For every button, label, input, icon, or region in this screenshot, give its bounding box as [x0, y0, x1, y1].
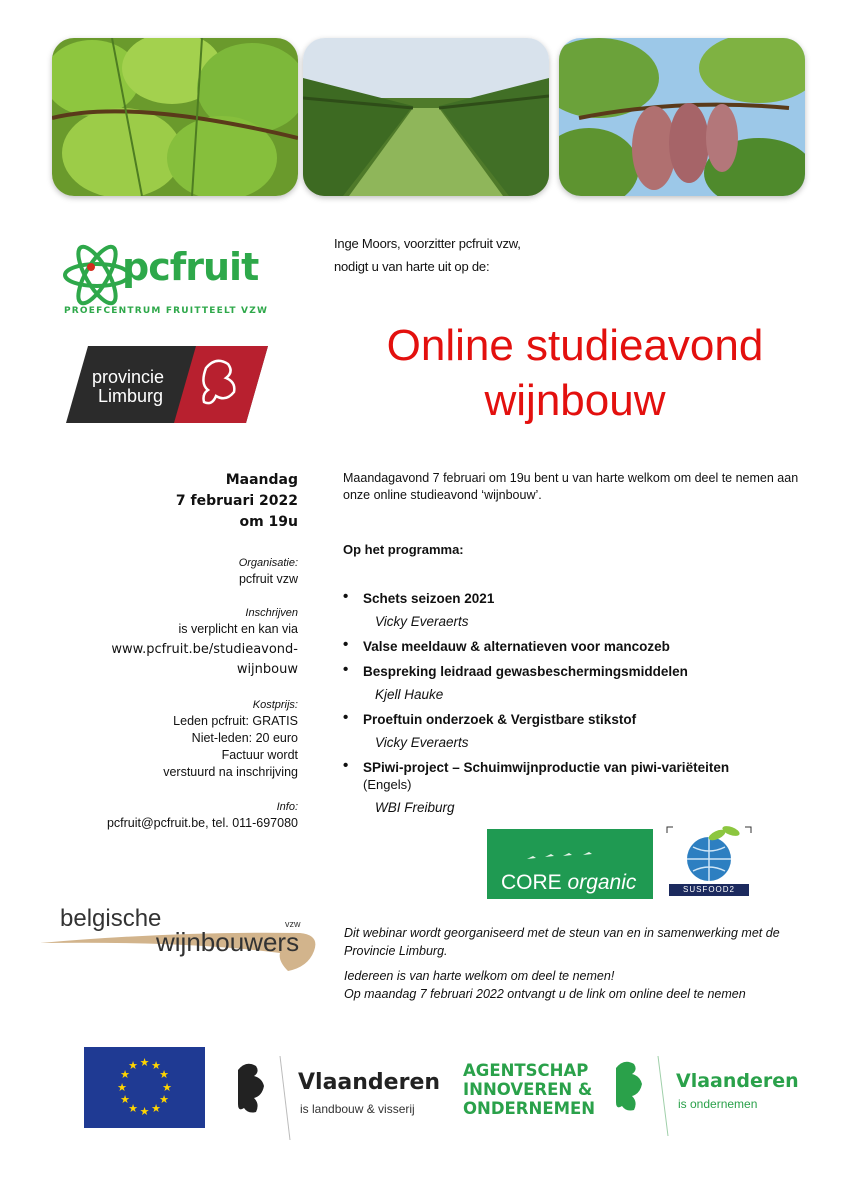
svg-text:★: ★ — [159, 1093, 169, 1106]
svg-text:★: ★ — [159, 1068, 169, 1081]
info-block: Info: pcfruit@pcfruit.be, tel. 011-697080 — [40, 800, 298, 832]
speaker: Vicky Everaerts — [375, 735, 469, 750]
pcfruit-logo: pcfruit PROEFCENTRUM FRUITTEELT VZW — [62, 240, 272, 320]
speaker: Kjell Hauke — [375, 687, 444, 702]
susfood2-logo: SUSFOOD2 — [665, 825, 753, 899]
svg-text:★: ★ — [120, 1068, 130, 1081]
bullet-icon: • — [343, 636, 349, 653]
page-title: Online studieavond wijnbouw — [386, 321, 764, 425]
registration-block: Inschrijven is verplicht en kan via www.pcfruit.be/studieavond- wijnbouw — [40, 606, 298, 680]
event-date: Maandag 7 februari 2022 om 19u — [175, 472, 298, 530]
speaker: WBI Freiburg — [375, 800, 455, 815]
svg-text:★: ★ — [128, 1059, 138, 1072]
svg-text:★: ★ — [139, 1105, 150, 1118]
provincie-limburg-logo: provincie Limburg — [66, 346, 268, 423]
bullet-icon: • — [343, 588, 349, 605]
svg-text:★: ★ — [151, 1059, 161, 1072]
svg-text:★: ★ — [120, 1093, 130, 1106]
svg-text:★: ★ — [139, 1056, 150, 1069]
eu-flag-logo — [84, 1047, 205, 1128]
lion-icon — [232, 1052, 292, 1142]
registration-link-cont[interactable]: wijnbouw — [236, 662, 298, 677]
speaker: Vicky Everaerts — [375, 614, 469, 629]
program-item: • SPiwi-project – Schuimwijnproductie van piwi-variëteiten (Engels) WBI Freiburg — [343, 759, 813, 816]
invitation-text: Inge Moors, voorzitter pcfruit vzw, nodigt u van harte uit op de: — [334, 236, 521, 274]
program-item: • Valse meeldauw & alternatieven voor mancozeb — [343, 636, 670, 654]
program-heading: Op het programma: — [343, 542, 464, 557]
bullet-icon: • — [343, 757, 349, 774]
svg-text:★: ★ — [128, 1102, 138, 1115]
belgische-wijnbouwers-logo: belgische wijnbouwers vzw — [38, 905, 320, 977]
vlaio-logo: AGENTSCHAP INNOVEREN & ONDERNEMEN — [463, 1061, 596, 1118]
svg-text:★: ★ — [117, 1081, 127, 1094]
vlaanderen-landbouw-logo: Vlaanderen is landbouw & visserij — [232, 1052, 444, 1142]
vine-leaves-photo — [52, 38, 298, 196]
eu-stars-icon — [84, 1047, 205, 1128]
program-list — [343, 590, 813, 824]
lion-icon — [612, 1052, 672, 1138]
core-organic-logo: CORE organic — [487, 829, 653, 899]
program-item: • Bespreking leidraad gewasbeschermingsmiddelen Kjell Hauke — [343, 663, 813, 703]
registration-link[interactable]: www.pcfruit.be/studieavond- — [111, 642, 298, 657]
bullet-icon: • — [343, 709, 349, 726]
organisation-block: Organisatie: pcfruit vzw — [238, 557, 298, 586]
intro-paragraph: Maandagavond 7 februari om 19u bent u van harte welkom om deel te nemen aan onze online studieavond ‘wijnbouw’. — [343, 471, 799, 502]
program-item: • Schets seizoen 2021 Vicky Everaerts — [343, 590, 813, 630]
vineyard-rows-photo — [303, 38, 549, 196]
bullet-icon: • — [343, 661, 349, 678]
svg-text:★: ★ — [162, 1081, 172, 1094]
grapes-photo — [559, 38, 805, 196]
contact-info[interactable]: pcfruit@pcfruit.be, tel. 011-697080 — [106, 816, 298, 830]
cost-block: Kostprijs: Leden pcfruit: GRATIS Niet-leden: 20 euro Factuur wordt verstuurd na inschrijving — [163, 699, 298, 779]
program-item: • Proeftuin onderzoek & Vergistbare stikstof Vicky Everaerts — [343, 711, 813, 751]
svg-text:★: ★ — [151, 1102, 161, 1115]
closing-note: Dit webinar wordt georganiseerd met de steun van en in samenwerking met de Provincie Limburg. Iedereen is van harte welkom om deel te nemen! Op maandag 7 februari 2022 ontvangt u de link om online deel te nemen — [344, 926, 780, 1001]
vlaanderen-ondernemen-logo: Vlaanderen is ondernemen — [612, 1052, 812, 1138]
